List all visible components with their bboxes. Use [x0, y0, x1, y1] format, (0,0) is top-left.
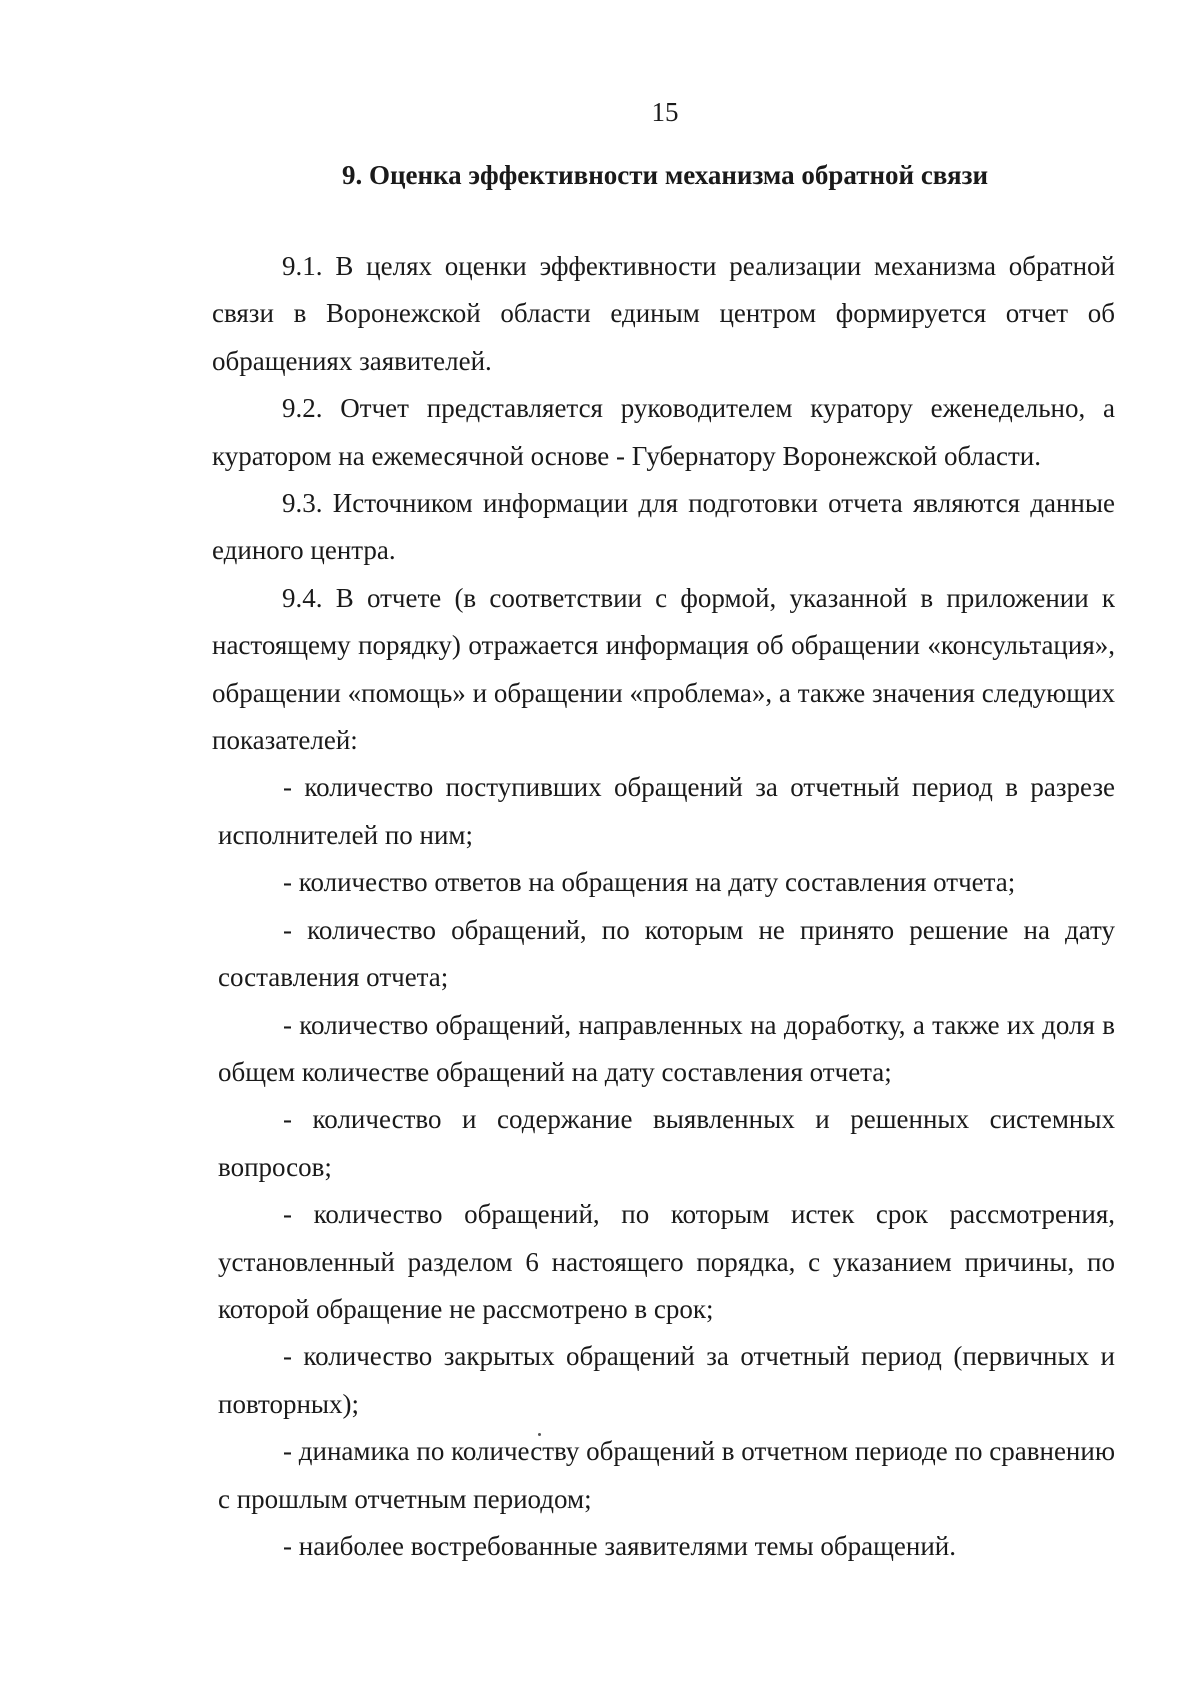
list-item: - количество и содержание выявленных и решенных системных вопросов; — [218, 1104, 1115, 1182]
scan-speck — [538, 1433, 541, 1436]
list-item: - динамика по количеству обращений в отчетном периоде по сравнению с прошлым отчетным периодом; — [218, 1436, 1115, 1514]
page-number: 15 — [651, 97, 679, 127]
list-item: - наиболее востребованные заявителями темы обращений. — [283, 1530, 956, 1561]
paragraph-9-2: 9.2. Отчет представляется руководителем куратору еженедельно, а куратором на ежемесячной основе - Губернатору Воронежской области. — [212, 393, 1115, 471]
list-item: - количество закрытых обращений за отчетный период (первичных и повторных); — [218, 1341, 1115, 1419]
list-item: - количество ответов на обращения на дату составления отчета; — [283, 867, 1016, 898]
section-title: 9. Оценка эффективности механизма обратной связи — [341, 160, 989, 190]
paragraph-9-4: 9.4. В отчете (в соответствии с формой, указанной в приложении к настоящему порядку) отражается информация об обращении «консультация», обращении «помощь» и обращении «проблема», а также значения следующих показателей: — [212, 582, 1115, 756]
paragraph-9-3: 9.3. Источником информации для подготовки отчета являются данные единого центра. — [212, 488, 1115, 566]
list-item: - количество поступивших обращений за отчетный период в разрезе исполнителей по ним; — [218, 772, 1115, 850]
paragraph-9-1: 9.1. В целях оценки эффективности реализации механизма обратной связи в Воронежской области единым центром формируется отчет об обращениях заявителей. — [212, 251, 1115, 376]
list-item: - количество обращений, по которым истек срок рассмотрения, установленный разделом 6 настоящего порядка, с указанием причины, по которой обращение не рассмотрено в срок; — [218, 1199, 1115, 1324]
list-item: - количество обращений, направленных на доработку, а также их доля в общем количестве обращений на дату составления отчета; — [218, 1009, 1115, 1087]
list-item: - количество обращений, по которым не принято решение на дату составления отчета; — [218, 914, 1115, 993]
section-body — [212, 243, 1115, 1570]
